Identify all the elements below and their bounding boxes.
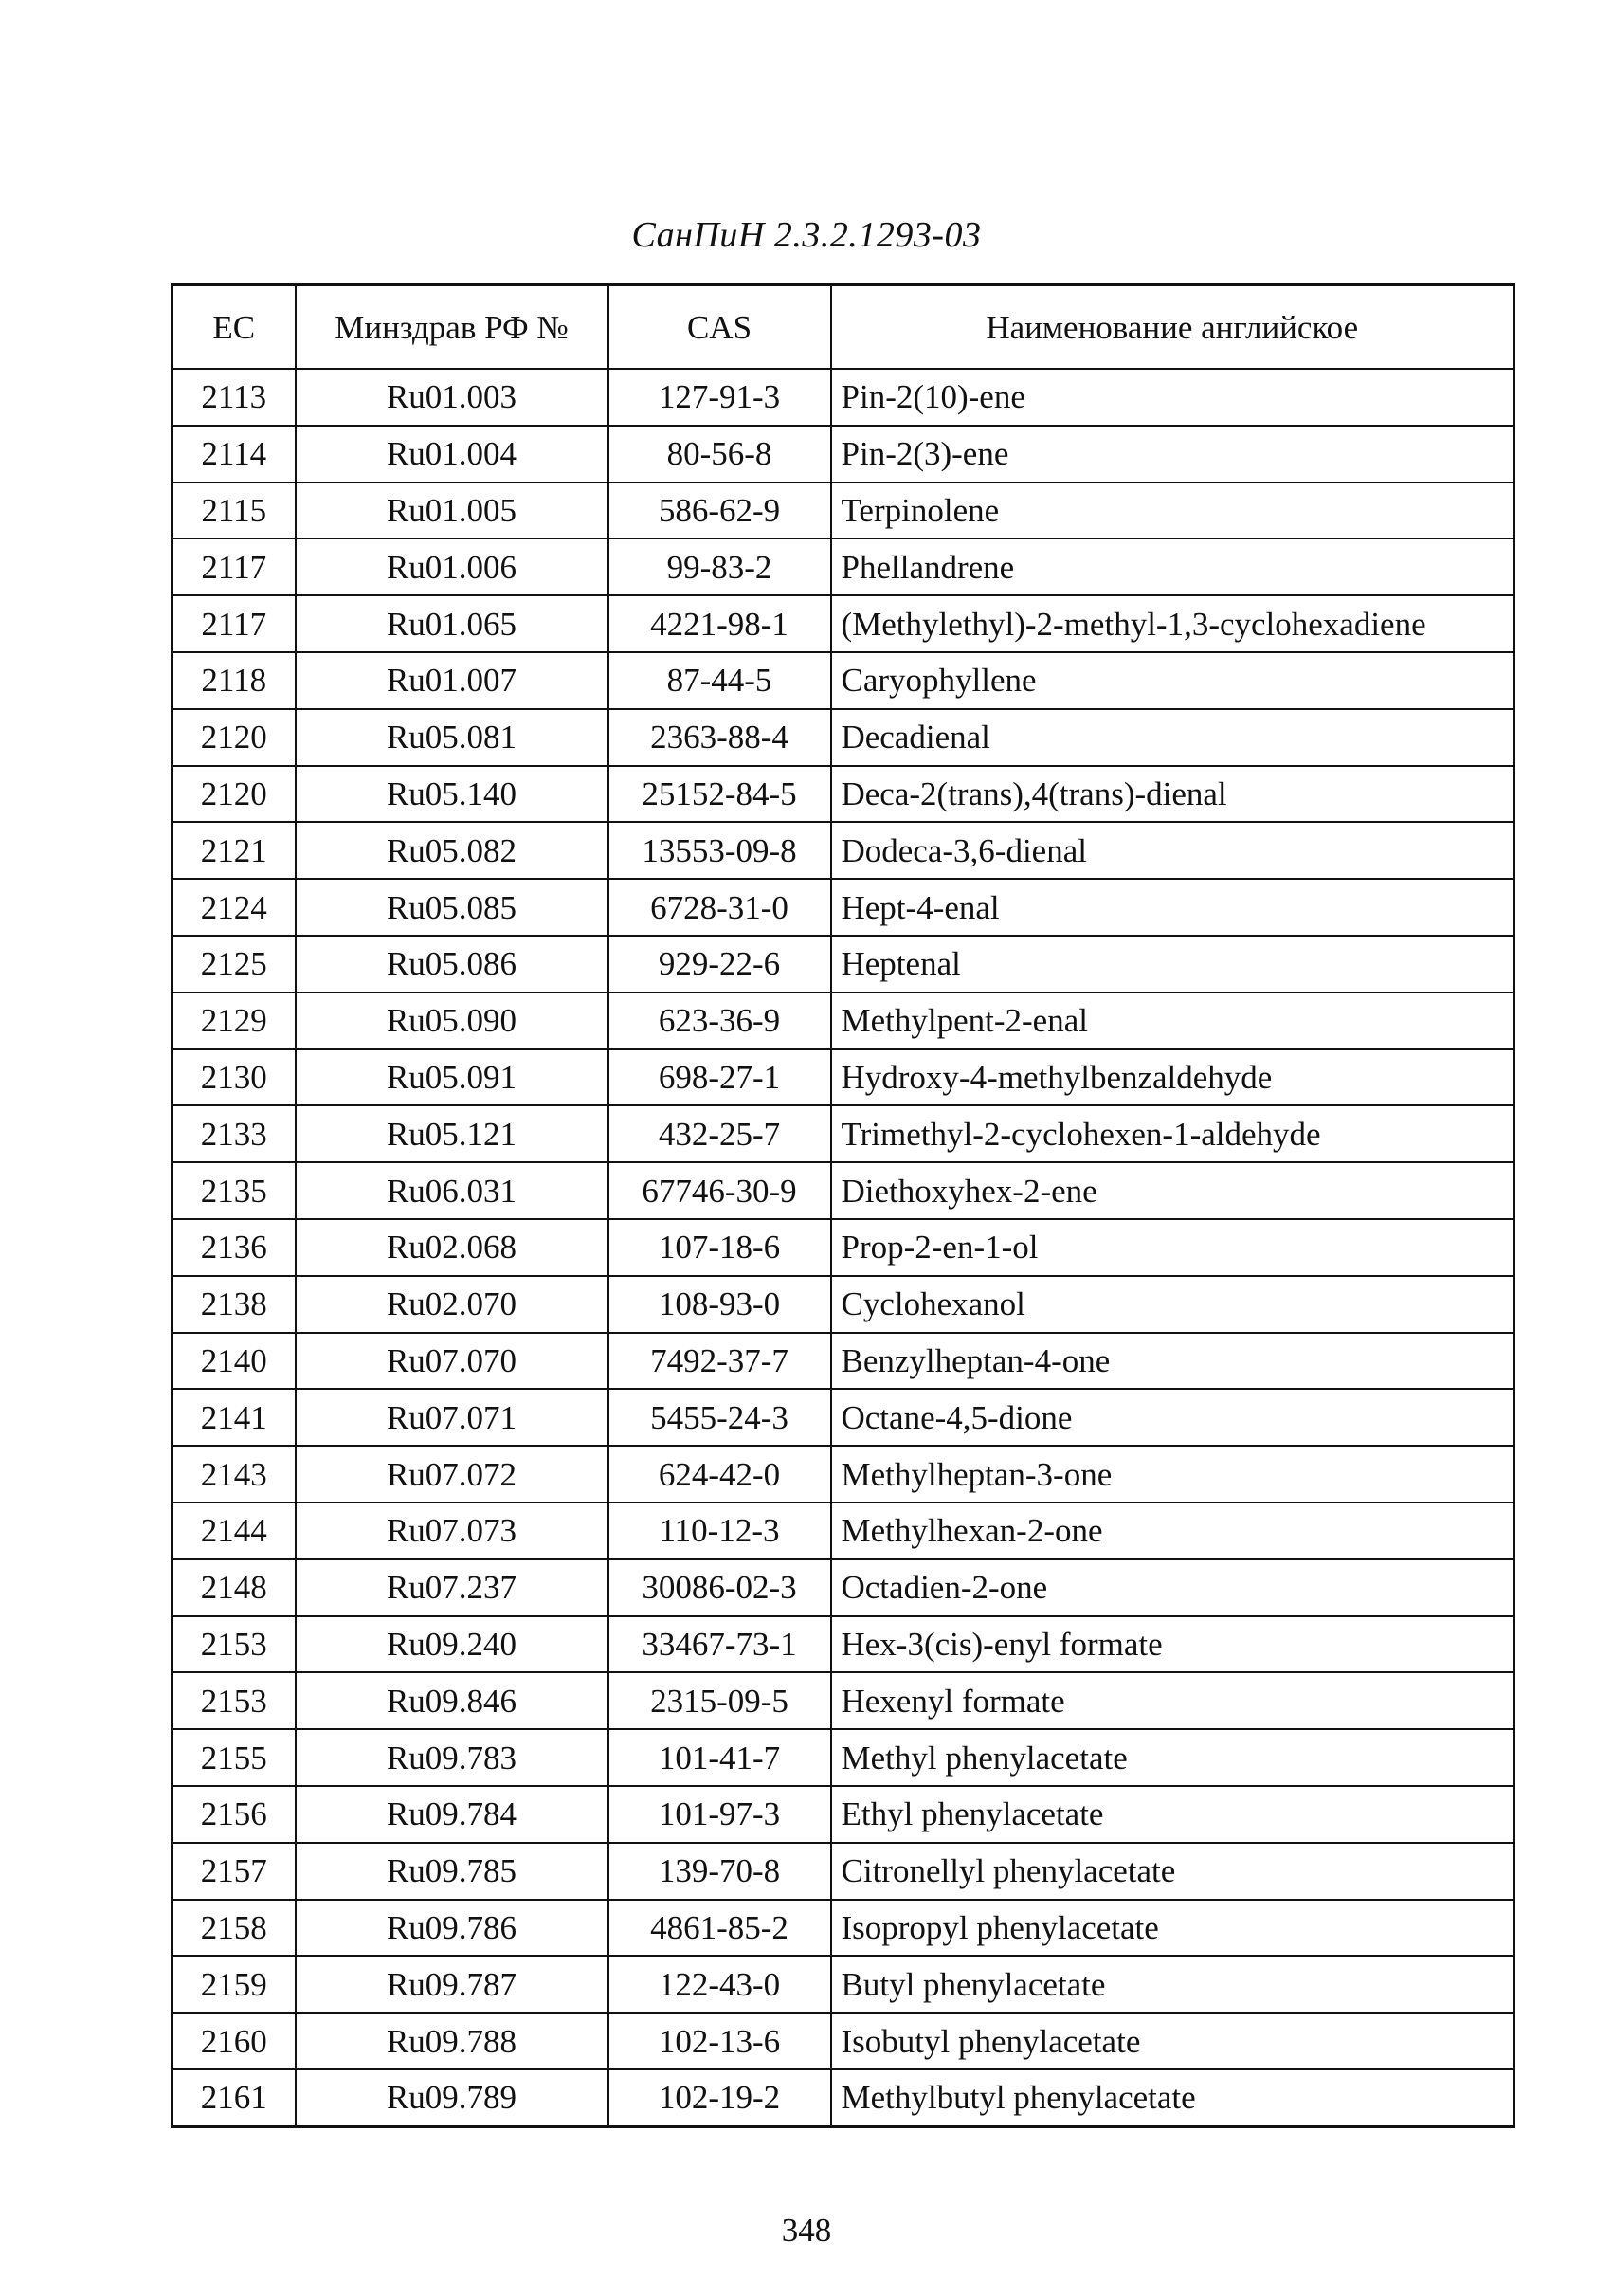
cell-minzdrav: Ru09.846 bbox=[296, 1672, 608, 1729]
table-body bbox=[172, 369, 1514, 2126]
cell-name-english: Isobutyl phenylacetate bbox=[831, 2013, 1514, 2069]
table-row bbox=[172, 709, 1514, 766]
cell-name-english: Methylhexan-2-one bbox=[831, 1503, 1514, 1559]
cell-cas: 101-41-7 bbox=[608, 1729, 831, 1786]
cell-minzdrav: Ru01.004 bbox=[296, 426, 608, 483]
table-row bbox=[172, 822, 1514, 879]
cell-cas: 102-13-6 bbox=[608, 2013, 831, 2069]
cell-cas: 13553-09-8 bbox=[608, 822, 831, 879]
cell-name-english: Hept-4-enal bbox=[831, 879, 1514, 936]
cell-minzdrav: Ru05.085 bbox=[296, 879, 608, 936]
cell-minzdrav: Ru07.071 bbox=[296, 1389, 608, 1446]
cell-name-english: Ethyl phenylacetate bbox=[831, 1786, 1514, 1843]
cell-ec: 2133 bbox=[172, 1105, 296, 1162]
cell-cas: 80-56-8 bbox=[608, 426, 831, 483]
cell-ec: 2114 bbox=[172, 426, 296, 483]
cell-cas: 99-83-2 bbox=[608, 538, 831, 595]
cell-ec: 2113 bbox=[172, 369, 296, 426]
cell-ec: 2155 bbox=[172, 1729, 296, 1786]
cell-minzdrav: Ru01.003 bbox=[296, 369, 608, 426]
table-row bbox=[172, 369, 1514, 426]
cell-ec: 2130 bbox=[172, 1049, 296, 1106]
cell-minzdrav: Ru05.090 bbox=[296, 993, 608, 1049]
cell-name-english: Methylbutyl phenylacetate bbox=[831, 2069, 1514, 2126]
cell-minzdrav: Ru07.072 bbox=[296, 1446, 608, 1503]
page-number: 348 bbox=[781, 2212, 832, 2249]
cell-ec: 2120 bbox=[172, 766, 296, 823]
cell-name-english: Citronellyl phenylacetate bbox=[831, 1843, 1514, 1900]
cell-ec: 2140 bbox=[172, 1333, 296, 1390]
cell-ec: 2153 bbox=[172, 1672, 296, 1729]
table-row bbox=[172, 993, 1514, 1049]
cell-minzdrav: Ru09.787 bbox=[296, 1956, 608, 2013]
cell-ec: 2135 bbox=[172, 1162, 296, 1219]
cell-minzdrav: Ru01.005 bbox=[296, 483, 608, 539]
cell-ec: 2136 bbox=[172, 1219, 296, 1276]
cell-ec: 2125 bbox=[172, 936, 296, 993]
cell-name-english: Cyclohexanol bbox=[831, 1276, 1514, 1333]
table-row bbox=[172, 1956, 1514, 2013]
column-header-cas: CAS bbox=[608, 285, 831, 370]
cell-name-english: Octadien-2-one bbox=[831, 1559, 1514, 1616]
cell-minzdrav: Ru09.785 bbox=[296, 1843, 608, 1900]
cell-name-english: Methylpent-2-enal bbox=[831, 993, 1514, 1049]
table-header bbox=[172, 285, 1514, 370]
cell-ec: 2120 bbox=[172, 709, 296, 766]
cell-minzdrav: Ru09.788 bbox=[296, 2013, 608, 2069]
cell-cas: 127-91-3 bbox=[608, 369, 831, 426]
cell-cas: 6728-31-0 bbox=[608, 879, 831, 936]
table-row bbox=[172, 483, 1514, 539]
cell-minzdrav: Ru01.006 bbox=[296, 538, 608, 595]
table-row bbox=[172, 1333, 1514, 1390]
table-row bbox=[172, 1446, 1514, 1503]
cell-cas: 30086-02-3 bbox=[608, 1559, 831, 1616]
cell-minzdrav: Ru05.081 bbox=[296, 709, 608, 766]
cell-minzdrav: Ru09.789 bbox=[296, 2069, 608, 2126]
table-row bbox=[172, 2069, 1514, 2126]
table-row bbox=[172, 1729, 1514, 1786]
cell-name-english: (Methylethyl)-2-methyl-1,3-cyclohexadiene bbox=[831, 595, 1514, 652]
cell-minzdrav: Ru09.786 bbox=[296, 1900, 608, 1957]
cell-ec: 2141 bbox=[172, 1389, 296, 1446]
cell-name-english: Diethoxyhex-2-ene bbox=[831, 1162, 1514, 1219]
cell-cas: 67746-30-9 bbox=[608, 1162, 831, 1219]
page-header: СанПиН 2.3.2.1293-03 bbox=[631, 215, 982, 255]
cell-minzdrav: Ru07.070 bbox=[296, 1333, 608, 1390]
table-row bbox=[172, 1503, 1514, 1559]
cell-name-english: Octane-4,5-dione bbox=[831, 1389, 1514, 1446]
cell-name-english: Pin-2(10)-ene bbox=[831, 369, 1514, 426]
cell-minzdrav: Ru05.086 bbox=[296, 936, 608, 993]
cell-name-english: Butyl phenylacetate bbox=[831, 1956, 1514, 2013]
cell-ec: 2159 bbox=[172, 1956, 296, 2013]
cell-cas: 33467-73-1 bbox=[608, 1616, 831, 1673]
table-row bbox=[172, 595, 1514, 652]
cell-ec: 2160 bbox=[172, 2013, 296, 2069]
cell-cas: 139-70-8 bbox=[608, 1843, 831, 1900]
cell-ec: 2157 bbox=[172, 1843, 296, 1900]
cell-name-english: Heptenal bbox=[831, 936, 1514, 993]
cell-name-english: Isopropyl phenylacetate bbox=[831, 1900, 1514, 1957]
cell-name-english: Terpinolene bbox=[831, 483, 1514, 539]
cell-cas: 110-12-3 bbox=[608, 1503, 831, 1559]
cell-name-english: Pin-2(3)-ene bbox=[831, 426, 1514, 483]
table-row bbox=[172, 936, 1514, 993]
table-row bbox=[172, 1162, 1514, 1219]
cell-minzdrav: Ru07.237 bbox=[296, 1559, 608, 1616]
cell-ec: 2144 bbox=[172, 1503, 296, 1559]
cell-name-english: Dodeca-3,6-dienal bbox=[831, 822, 1514, 879]
cell-minzdrav: Ru05.091 bbox=[296, 1049, 608, 1106]
cell-cas: 2363-88-4 bbox=[608, 709, 831, 766]
cell-name-english: Benzylheptan-4-one bbox=[831, 1333, 1514, 1390]
table-row bbox=[172, 2013, 1514, 2069]
cell-minzdrav: Ru02.070 bbox=[296, 1276, 608, 1333]
cell-minzdrav: Ru01.065 bbox=[296, 595, 608, 652]
cell-ec: 2129 bbox=[172, 993, 296, 1049]
cell-cas: 122-43-0 bbox=[608, 1956, 831, 2013]
table-row bbox=[172, 766, 1514, 823]
table-row bbox=[172, 652, 1514, 709]
cell-name-english: Hex-3(cis)-enyl formate bbox=[831, 1616, 1514, 1673]
cell-name-english: Caryophyllene bbox=[831, 652, 1514, 709]
cell-cas: 108-93-0 bbox=[608, 1276, 831, 1333]
cell-ec: 2124 bbox=[172, 879, 296, 936]
column-header-name-english: Наименование английское bbox=[831, 285, 1514, 370]
cell-name-english: Methyl phenylacetate bbox=[831, 1729, 1514, 1786]
table-row bbox=[172, 879, 1514, 936]
cell-ec: 2121 bbox=[172, 822, 296, 879]
cell-name-english: Hydroxy-4-methylbenzaldehyde bbox=[831, 1049, 1514, 1106]
cell-ec: 2117 bbox=[172, 538, 296, 595]
cell-minzdrav: Ru01.007 bbox=[296, 652, 608, 709]
cell-cas: 5455-24-3 bbox=[608, 1389, 831, 1446]
cell-minzdrav: Ru09.784 bbox=[296, 1786, 608, 1843]
cell-cas: 432-25-7 bbox=[608, 1105, 831, 1162]
cell-cas: 698-27-1 bbox=[608, 1049, 831, 1106]
table-row bbox=[172, 1900, 1514, 1957]
cell-name-english: Trimethyl-2-cyclohexen-1-aldehyde bbox=[831, 1105, 1514, 1162]
cell-cas: 87-44-5 bbox=[608, 652, 831, 709]
cell-minzdrav: Ru06.031 bbox=[296, 1162, 608, 1219]
cell-ec: 2156 bbox=[172, 1786, 296, 1843]
cell-minzdrav: Ru05.140 bbox=[296, 766, 608, 823]
cell-minzdrav: Ru05.082 bbox=[296, 822, 608, 879]
table-row bbox=[172, 426, 1514, 483]
cell-ec: 2143 bbox=[172, 1446, 296, 1503]
cell-minzdrav: Ru09.783 bbox=[296, 1729, 608, 1786]
table-row bbox=[172, 1786, 1514, 1843]
table-row bbox=[172, 1616, 1514, 1673]
cell-cas: 4221-98-1 bbox=[608, 595, 831, 652]
table-row bbox=[172, 1049, 1514, 1106]
cell-minzdrav: Ru07.073 bbox=[296, 1503, 608, 1559]
cell-cas: 7492-37-7 bbox=[608, 1333, 831, 1390]
table-row bbox=[172, 1276, 1514, 1333]
cell-minzdrav: Ru09.240 bbox=[296, 1616, 608, 1673]
cell-cas: 2315-09-5 bbox=[608, 1672, 831, 1729]
cell-ec: 2118 bbox=[172, 652, 296, 709]
cell-cas: 624-42-0 bbox=[608, 1446, 831, 1503]
cell-cas: 929-22-6 bbox=[608, 936, 831, 993]
cell-ec: 2153 bbox=[172, 1616, 296, 1673]
substances-table bbox=[171, 283, 1515, 2128]
cell-cas: 25152-84-5 bbox=[608, 766, 831, 823]
cell-name-english: Hexenyl formate bbox=[831, 1672, 1514, 1729]
cell-cas: 101-97-3 bbox=[608, 1786, 831, 1843]
table-row bbox=[172, 1672, 1514, 1729]
cell-ec: 2148 bbox=[172, 1559, 296, 1616]
table-row bbox=[172, 1843, 1514, 1900]
cell-name-english: Deca-2(trans),4(trans)-dienal bbox=[831, 766, 1514, 823]
cell-ec: 2158 bbox=[172, 1900, 296, 1957]
cell-ec: 2161 bbox=[172, 2069, 296, 2126]
column-header-minzdrav: Минздрав РФ № bbox=[296, 285, 608, 370]
cell-minzdrav: Ru05.121 bbox=[296, 1105, 608, 1162]
cell-cas: 4861-85-2 bbox=[608, 1900, 831, 1957]
header-row bbox=[172, 285, 1514, 370]
cell-ec: 2115 bbox=[172, 483, 296, 539]
column-header-ec: ЕС bbox=[172, 285, 296, 370]
cell-cas: 102-19-2 bbox=[608, 2069, 831, 2126]
table-row bbox=[172, 1105, 1514, 1162]
cell-cas: 623-36-9 bbox=[608, 993, 831, 1049]
cell-ec: 2117 bbox=[172, 595, 296, 652]
table-row bbox=[172, 1559, 1514, 1616]
table-row bbox=[172, 1389, 1514, 1446]
table-row bbox=[172, 538, 1514, 595]
cell-minzdrav: Ru02.068 bbox=[296, 1219, 608, 1276]
cell-name-english: Prop-2-en-1-ol bbox=[831, 1219, 1514, 1276]
cell-name-english: Decadienal bbox=[831, 709, 1514, 766]
cell-ec: 2138 bbox=[172, 1276, 296, 1333]
cell-name-english: Phellandrene bbox=[831, 538, 1514, 595]
cell-name-english: Methylheptan-3-one bbox=[831, 1446, 1514, 1503]
cell-cas: 107-18-6 bbox=[608, 1219, 831, 1276]
table-row bbox=[172, 1219, 1514, 1276]
cell-cas: 586-62-9 bbox=[608, 483, 831, 539]
